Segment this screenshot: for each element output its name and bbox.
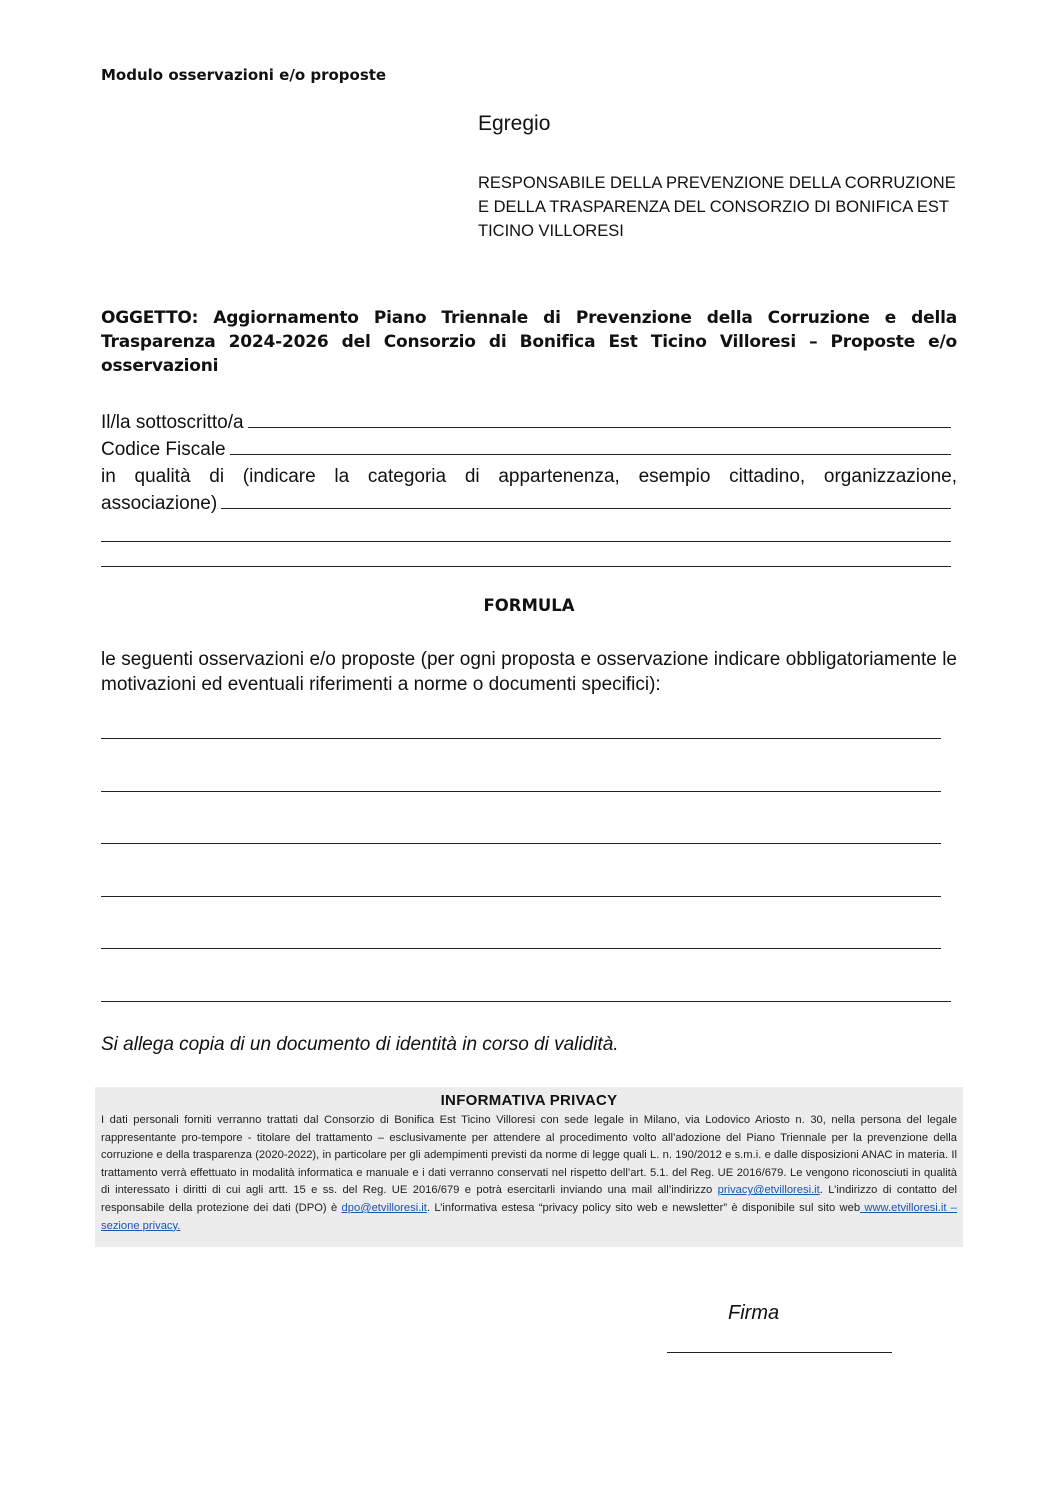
role-field[interactable] xyxy=(221,490,951,509)
observation-line[interactable] xyxy=(101,948,941,949)
signature-line[interactable] xyxy=(667,1352,892,1353)
observation-line[interactable] xyxy=(101,896,941,897)
fiscal-code-label: Codice Fiscale xyxy=(101,439,226,460)
observation-line[interactable] xyxy=(101,791,941,792)
dpo-email-link[interactable]: dpo@etvilloresi.it xyxy=(341,1201,427,1214)
signer-field[interactable] xyxy=(248,409,951,428)
privacy-text: . L’indirizzo di contatto del responsabile della protezione dei dati (DPO) è xyxy=(101,1184,958,1214)
role-row xyxy=(101,490,957,517)
privacy-text: I dati personali forniti verranno trattati dal Consorzio di Bonifica Est Ticino Villoresi con sede legale in Milano, via Lodovico Ariosto n. 30, nella persona del legale rappresentante pro-tempore - titolare del trattamento – esclusivamente per attendere al procedimento volto all’adozione del Piano Triennale per la prevenzione della corruzione e della trasparenza (2020-2022), in particolare per gli adempimenti previsti da norme di legge quali L. n. 190/2012 e s.m.i. e dalle disposizioni ANAC in materia. Il trattamento verrà effettuato in modalità informatica e manuale e i dati verranno conservati nel rispetto dell’art. 5.1. del Reg. UE 2016/679. Le vengono riconosciuti in qualità di interessato i diritti di cui agli artt. 15 e ss. del Reg. UE 2016/679 e potrà esercitarli inviando una mail all’indirizzo xyxy=(101,1114,957,1197)
recipient-line: RESPONSABILE DELLA PREVENZIONE DELLA CORRUZIONE xyxy=(478,174,956,192)
privacy-website-link[interactable]: www.etvilloresi.it – sezione privacy. xyxy=(101,1201,958,1232)
fiscal-code-row xyxy=(101,436,957,463)
recipient-block xyxy=(478,171,968,243)
formula-heading: FORMULA xyxy=(483,596,575,615)
role-label-end: associazione) xyxy=(101,493,218,514)
role-extra-line[interactable] xyxy=(101,542,951,567)
signer-row xyxy=(101,409,957,436)
recipient-line: E DELLA TRASPARENZA DEL CONSORZIO DI BONIFICA EST xyxy=(478,198,949,216)
recipient-line: TICINO VILLORESI xyxy=(478,222,624,240)
observation-line[interactable] xyxy=(101,738,941,739)
signature-label: Firma xyxy=(728,1302,780,1324)
fiscal-code-field[interactable] xyxy=(230,436,951,455)
privacy-text: . L’informativa estesa “privacy policy sito web e newsletter” è disponibile sul sito web xyxy=(426,1201,861,1214)
privacy-email-link[interactable]: privacy@etvilloresi.it xyxy=(717,1184,820,1197)
role-extra-line[interactable] xyxy=(101,517,951,542)
privacy-notice xyxy=(95,1087,963,1247)
attachment-note: Si allega copia di un documento di identità in corso di validità. xyxy=(101,1034,619,1055)
document-title: Modulo osservazioni e/o proposte xyxy=(101,66,387,84)
observation-line[interactable] xyxy=(101,843,941,844)
greeting: Egregio xyxy=(478,112,551,135)
observations-intro: le seguenti osservazioni e/o proposte (per ogni proposta e osservazione indicare obbligatoriamente le motivazioni ed eventuali riferimenti a norme o documenti specifici): xyxy=(101,649,957,695)
subject: OGGETTO: Aggiornamento Piano Triennale di Prevenzione della Corruzione e della Trasparenza 2024-2026 del Consorzio di Bonifica Est Ticino Villoresi – Proposte e/o osservazioni xyxy=(101,308,957,376)
observation-line[interactable] xyxy=(101,1001,951,1002)
signer-label: Il/la sottoscritto/a xyxy=(101,412,244,433)
applicant-fields xyxy=(101,409,957,567)
privacy-title: INFORMATIVA PRIVACY xyxy=(440,1092,618,1109)
privacy-body xyxy=(95,1109,963,1235)
role-label: in qualità di (indicare la categoria di appartenenza, esempio cittadino, organizzazione, xyxy=(101,466,957,487)
